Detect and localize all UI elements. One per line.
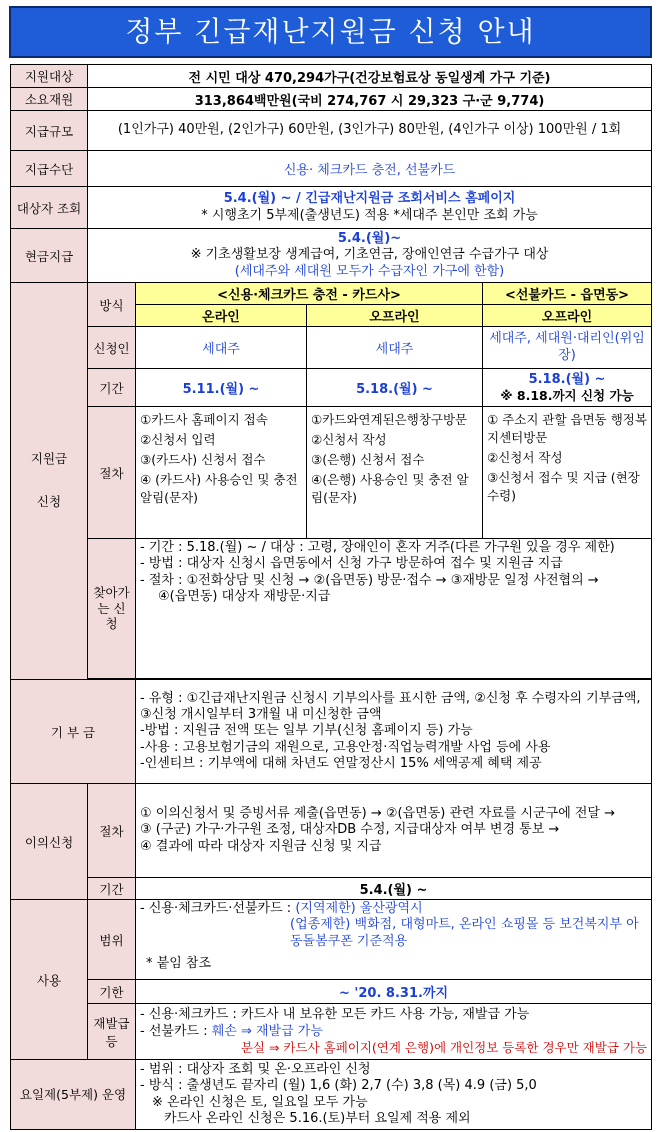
label-objection-period: 기간 (88, 878, 136, 900)
label-usage-deadline: 기한 (88, 980, 136, 1004)
donation-line: -사용 : 고용보험기금의 재원으로, 고용안정·직업능력개발 사업 등에 사용 (140, 739, 551, 755)
row-cash (11, 229, 652, 283)
proc-offline (307, 407, 483, 539)
inquiry-line1: 5.4.(월) ~ / 긴급재난지원금 조회서비스 홈페이지 (223, 191, 516, 207)
fiveday-line: ※ 온라인 신청은 토, 일요일 모두 가능 (152, 1094, 368, 1110)
donation-line: -방법 : 지원금 전액 또는 일부 기부(신청 홈페이지 등) 가능 (140, 723, 473, 739)
info-table (10, 64, 652, 1130)
label-scale: 지급규모 (11, 111, 88, 151)
period-offline: 5.18.(월) ~ (307, 369, 483, 407)
proc-prepaid-step: ②신청서 작성 (487, 450, 563, 465)
usage-deadline: ~ '20. 8.31.까지 (136, 980, 652, 1004)
credit-header: <신용·체크카드 충전 - 카드사> (136, 283, 483, 305)
page-title: 정부 긴급재난지원금 신청 안내 (9, 6, 652, 58)
donation-line: - 유형 : ①긴급재난지원금 신청시 기부의사를 표시한 금액, ②신청 후 수령자의 기부금액, ③신청 개시일부터 3개월 내 미신청한 금액 (140, 690, 641, 723)
fiveday-line: - 방식 : 출생년도 끝자리 (월) 1,6 (화) 2,7 (수) 3,8 (목) 4.9 (금) 5,0 (140, 1078, 537, 1094)
proc-online-step: ③(카드사) 신청서 접수 (140, 452, 266, 467)
row-objection-period (11, 878, 652, 900)
usage-reissue-3: 분실 ⇒ 카드사 홈페이지(연계 은행)에 개인정보 등록한 경우만 재발급 가능 (240, 1039, 648, 1055)
row-objection (11, 784, 652, 878)
row-applicant (11, 327, 652, 369)
row-scale (11, 111, 652, 151)
row-procedure (11, 407, 652, 539)
value-target: 전 시민 대상 470,294가구(건강보험료상 동일생계 가구 기준) (88, 65, 652, 88)
usage-scope-3: * 붙임 참조 (146, 955, 211, 971)
usage-scope-region: (지역제한) 울산광역시 (295, 901, 423, 916)
row-fiveday (11, 1060, 652, 1130)
cash-line2: ※ 기초생활보장 생계급여, 기초연금, 장애인연금 수급가구 대상 (190, 247, 549, 263)
row-usage-reissue (11, 1004, 652, 1060)
label-period: 기간 (88, 369, 136, 407)
objection-period: 5.4.(월) ~ (136, 878, 652, 900)
label-cash: 현금지급 (11, 229, 88, 283)
fiveday-line: 카드사 온라인 신청은 5.16.(토)부터 요일제 적용 제외 (164, 1110, 471, 1126)
proc-offline-step: ④(은행) 사용승인 및 충전 알림(문자) (311, 472, 469, 505)
label-donation: 기 부 금 (11, 680, 136, 784)
prepaid-header: <선불카드 - 읍면동> (483, 283, 652, 305)
label-applicant: 신청인 (88, 327, 136, 369)
row-target (11, 65, 652, 88)
row-donation (11, 680, 652, 784)
row-inquiry (11, 187, 652, 229)
objection-line: ④ 결과에 따라 대상자 지원금 신청 및 지급 (140, 838, 382, 854)
period-online: 5.11.(월) ~ (136, 369, 307, 407)
row-usage-scope (11, 900, 652, 980)
donation-line: -인센티브 : 기부액에 대해 차년도 연말정산시 15% 세액공제 혜택 제공 (140, 755, 542, 771)
applicant-offline: 세대주 (307, 327, 483, 369)
visit-line: - 기간 : 5.18.(월) ~ / 대상 : 고령, 장애인이 혼자 거주(다른 가구원 있을 경우 제한) (140, 540, 615, 555)
inquiry-line2: * 시행초기 5부제(출생년도) 적용 *세대주 본인만 조회 가능 (201, 207, 538, 223)
label-objection: 이의신청 (11, 784, 88, 900)
usage-scope-2: (업종제한) 백화점, 대형마트, 온라인 쇼핑몰 등 보건복지부 아동돌봄쿠폰 기준적용 (290, 917, 639, 949)
proc-prepaid (483, 407, 652, 539)
label-usage-reissue: 재발급 등 (88, 1004, 136, 1060)
proc-online-step: ①카드사 홈페이지 접속 (140, 412, 268, 427)
label-procedure: 절차 (88, 407, 136, 539)
label-inquiry: 대상자 조회 (11, 187, 88, 229)
label-usage: 사용 (11, 900, 88, 1060)
label-visit: 찾아가는 신청 (88, 539, 136, 679)
row-visit (11, 539, 652, 679)
visit-line: - 방법 : 대상자 신청시 읍면동에서 신청 가구 방문하여 접수 및 지원금 지급 (140, 556, 563, 572)
label-fiveday: 요일제(5부제) 운영 (11, 1060, 136, 1130)
value-scale: (1인가구) 40만원, (2인가구) 60만원, (3인가구) 80만원, (4인가구 이상) 100만원 / 1회 (88, 111, 652, 151)
label-method: 방식 (88, 283, 136, 327)
method-offline-prepaid: 오프라인 (483, 305, 652, 327)
value-means: 신용· 체크카드 충전, 선불카드 (88, 151, 652, 187)
objection-line: ③ (구군) 가구·가구원 조정, 대상자DB 수정, 지급대상자 여부 변경 통보 → (140, 822, 560, 838)
usage-reissue-2b: 훼손 ⇒ 재발급 가능 (211, 1023, 323, 1039)
usage-reissue-2a: - 선불카드 : (140, 1023, 212, 1039)
label-budget: 소요재원 (11, 88, 88, 111)
apply-group-label-1: 지원금 (30, 451, 68, 467)
method-offline: 오프라인 (307, 305, 483, 327)
label-objection-procedure: 절차 (88, 784, 136, 878)
cash-line3: (세대주와 세대원 모두가 수급자인 가구에 한함) (234, 263, 505, 279)
usage-reissue-1: - 신용·체크카드 : 카드사 내 보유한 모든 카드 사용 가능, 재발급 가능 (140, 1007, 530, 1023)
proc-online-step: ②신청서 입력 (140, 432, 216, 447)
objection-line: ① 이의신청서 및 증빙서류 제출(읍면동) → ②(읍면동) 관련 자료를 시군구에 전달 → (140, 806, 616, 822)
applicant-online: 세대주 (136, 327, 307, 369)
visit-line: ④(읍면동) 대상자 재방문·지급 (158, 588, 331, 604)
proc-prepaid-step: ① 주소지 관할 읍면동 행정복지센터방문 (487, 412, 647, 445)
period-prepaid-1: 5.18.(월) ~ (528, 371, 606, 387)
label-target: 지원대상 (11, 65, 88, 88)
proc-online-step: ④ (카드사) 사용승인 및 충전 알림(문자) (140, 472, 298, 505)
value-budget: 313,864백만원(국비 274,767 시 29,323 구·군 9,774) (88, 88, 652, 111)
label-apply-group (11, 283, 88, 680)
proc-online (136, 407, 307, 539)
row-usage-deadline (11, 980, 652, 1004)
method-online: 온라인 (136, 305, 307, 327)
proc-offline-step: ②신청서 작성 (311, 432, 387, 447)
period-prepaid-2: ※ 8.18.까지 신청 가능 (500, 387, 634, 403)
proc-offline-step: ③(은행) 신청서 접수 (311, 452, 425, 467)
cash-line1: 5.4.(월)~ (337, 231, 402, 247)
proc-prepaid-step: ③신청서 접수 및 지급 (현장수령) (487, 470, 640, 503)
applicant-prepaid: 세대주, 세대원·대리인(위임장) (483, 327, 652, 369)
row-method-header (11, 283, 652, 305)
proc-offline-step: ①카드와연계된은행창구방문 (311, 412, 468, 427)
visit-line: - 절차 : ①전화상담 및 신청 → ②(읍면동) 방문·접수 → ③재방문 일정 사전협의 → (140, 572, 599, 588)
apply-group-label-2: 신청 (36, 494, 62, 509)
usage-scope-1: - 신용·체크카드·선불카드 : (140, 901, 296, 916)
row-budget (11, 88, 652, 111)
row-period (11, 369, 652, 407)
fiveday-line: - 범위 : 대상자 조회 및 온·오프라인 신청 (140, 1062, 371, 1077)
label-usage-scope: 범위 (88, 900, 136, 980)
label-means: 지급수단 (11, 151, 88, 187)
row-means (11, 151, 652, 187)
